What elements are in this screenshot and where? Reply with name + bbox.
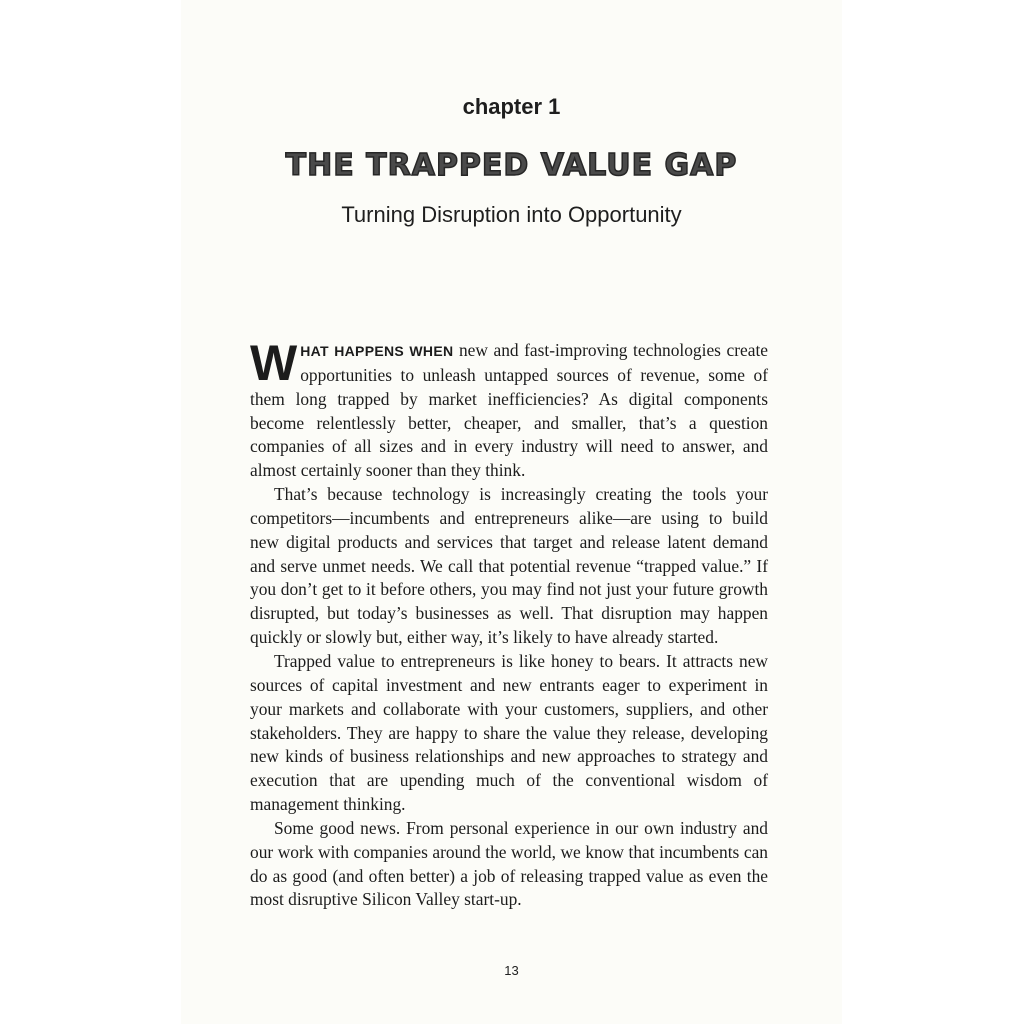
page-number: 13 (504, 963, 519, 978)
chapter-body (250, 335, 768, 912)
chapter-label: chapter 1 (462, 94, 561, 119)
drop-cap: W (250, 335, 298, 391)
chapter-title: THE TRAPPED VALUE GAP (285, 148, 738, 183)
book-page (181, 0, 842, 1024)
paragraph-4: Some good news. From personal experience in our own industry and our work with companies around the world, we know that incumbents can do as good (and often better) a job of releasing trapped value as even the most disruptive Silicon Valley start-up. (250, 817, 768, 910)
paragraph-3: Trapped value to entrepreneurs is like honey to bears. It attracts new sources of capital investment and new entrants eager to experiment in your markets and collaborate with your customers, suppliers, and other stakeholders. They are happy to share the value they release, developing new kinds of business relationships and new approaches to strategy and execution that are upending much of the conventional wisdom of management thinking. (250, 650, 768, 815)
lead-in-text: HAT HAPPENS WHEN (300, 343, 454, 359)
chapter-subtitle: Turning Disruption into Opportunity (341, 202, 682, 227)
paragraph-1-text: new and fast-improving technologies create opportunities to unleash untapped sources of revenue, some of them long trapped by market inefficiencies? As digital components become relentlessly better, cheaper, and smaller, that’s a question companies of all sizes and in every industry will need to answer, and almost certainly sooner than they think. (250, 340, 768, 481)
paragraph-1 (250, 335, 768, 483)
paragraph-2: That’s because technology is increasingly creating the tools your competitors—incumbents and entrepreneurs alike—are using to build new digital products and services that target and release latent demand and serve unmet needs. We call that potential revenue “trapped value.” If you don’t get to it before others, you may find not just your future growth disrupted, but today’s businesses as well. That disruption may happen quickly or slowly but, either way, it’s likely to have already started. (250, 484, 768, 648)
